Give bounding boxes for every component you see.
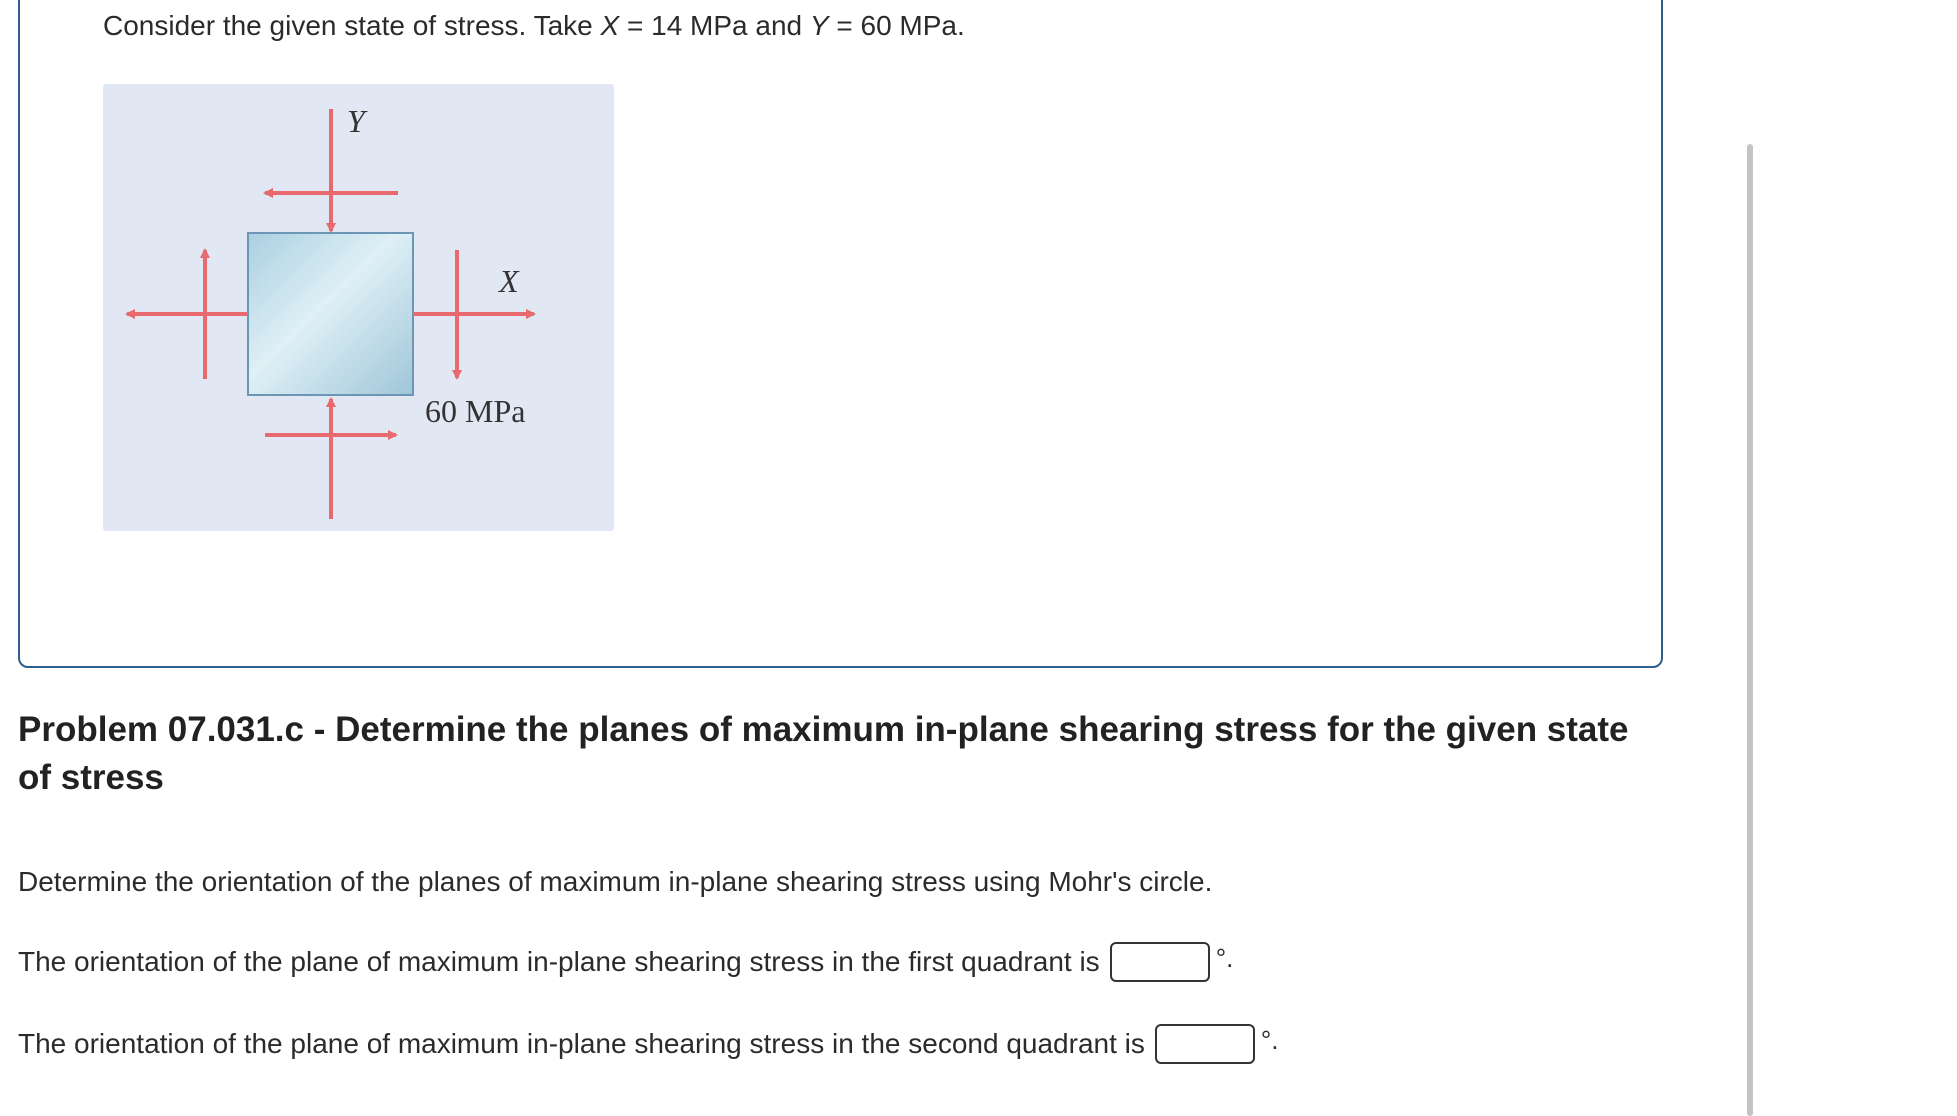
x-variable: X <box>600 10 620 41</box>
intro-prefix: Consider the given state of stress. Take <box>103 10 601 41</box>
label-y: Y <box>347 103 365 139</box>
instruction-text: Determine the orientation of the planes of maximum in-plane shearing stress using Mohr's circle. <box>18 866 1213 897</box>
question-intro <box>103 8 965 44</box>
answer-row-first-quadrant <box>18 942 1233 982</box>
stress-element-square <box>248 233 413 395</box>
q2-text: The orientation of the plane of maximum in-plane shearing stress in the second quadrant is <box>18 1028 1145 1059</box>
second-quadrant-answer-input[interactable] <box>1155 1024 1255 1064</box>
label-x: X <box>499 263 519 299</box>
q1-unit: °. <box>1215 943 1234 973</box>
answer-row-second-quadrant <box>18 1024 1279 1064</box>
q1-text: The orientation of the plane of maximum in-plane shearing stress in the first quadrant is <box>18 946 1100 977</box>
problem-title: Problem 07.031.c - Determine the planes of maximum in-plane shearing stress for the given state of stress <box>18 710 1629 797</box>
y-value-text: = 60 MPa. <box>828 10 965 41</box>
scrollbar[interactable] <box>1747 144 1753 1116</box>
stress-element-figure <box>103 84 614 531</box>
x-value-text: = 14 MPa and <box>619 10 810 41</box>
first-quadrant-answer-input[interactable] <box>1110 942 1210 982</box>
label-shear-stress: 60 MPa <box>425 393 526 429</box>
q2-unit: °. <box>1260 1025 1279 1055</box>
stress-element-diagram <box>103 84 614 531</box>
y-variable: Y <box>809 10 829 41</box>
